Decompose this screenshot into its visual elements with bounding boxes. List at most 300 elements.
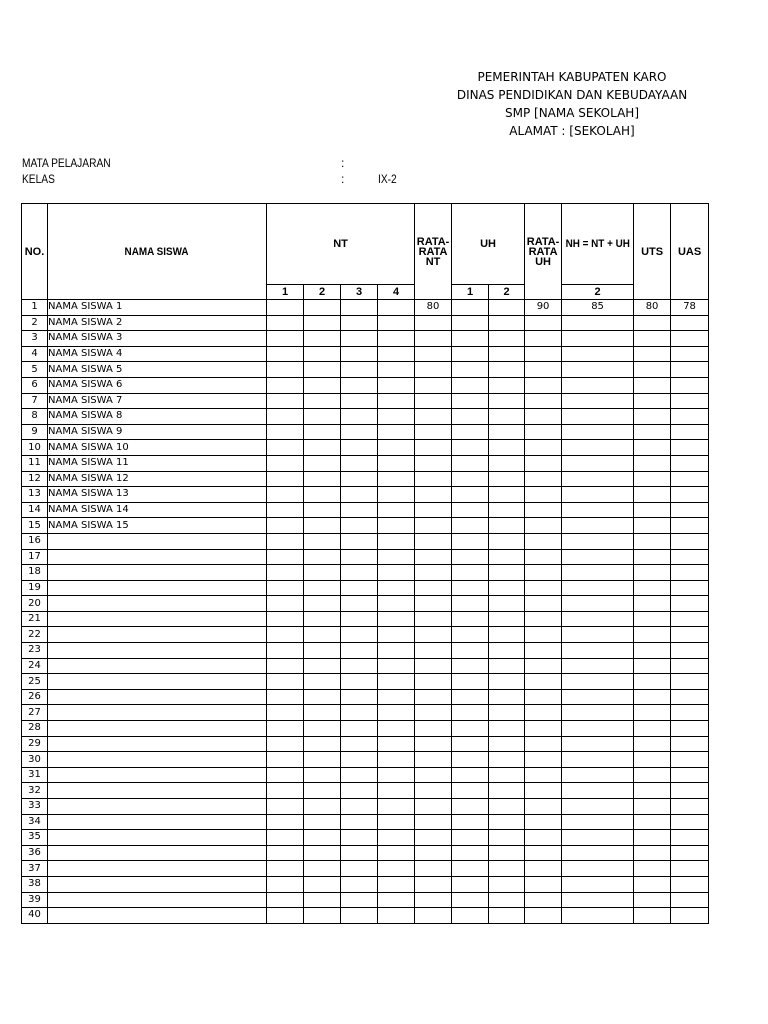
cell-nt-2 xyxy=(304,689,341,705)
cell-nt-2 xyxy=(304,830,341,846)
table-row xyxy=(22,721,709,737)
cell-nt-3 xyxy=(341,721,378,737)
cell-uas xyxy=(671,471,709,487)
cell-uts xyxy=(634,767,671,783)
cell-nt-1 xyxy=(267,377,304,393)
cell-uh-2 xyxy=(489,346,525,362)
cell-nt-3 xyxy=(341,799,378,815)
cell-uh-1 xyxy=(452,377,489,393)
cell-nh xyxy=(562,409,634,425)
cell-nt-1 xyxy=(267,658,304,674)
cell-nt-1 xyxy=(267,315,304,331)
cell-nt-2 xyxy=(304,814,341,830)
cell-uh-1 xyxy=(452,861,489,877)
cell-uas xyxy=(671,674,709,690)
cell-avg-uh xyxy=(525,549,562,565)
cell-nt-1 xyxy=(267,300,304,316)
cell-name xyxy=(48,643,267,659)
cell-uh-1 xyxy=(452,300,489,316)
cell-uh-2 xyxy=(489,377,525,393)
cell-no: 21 xyxy=(22,611,48,627)
cell-nt-4 xyxy=(378,580,415,596)
cell-uh-1 xyxy=(452,830,489,846)
cell-nt-2 xyxy=(304,518,341,534)
table-row xyxy=(22,533,709,549)
cell-uts xyxy=(634,471,671,487)
cell-nt-2 xyxy=(304,549,341,565)
cell-nt-1 xyxy=(267,533,304,549)
cell-uh-2 xyxy=(489,861,525,877)
cell-nt-1 xyxy=(267,362,304,378)
cell-avg-uh xyxy=(525,861,562,877)
cell-nt-2 xyxy=(304,315,341,331)
cell-uh-2 xyxy=(489,892,525,908)
cell-uas xyxy=(671,736,709,752)
cell-uh-1 xyxy=(452,533,489,549)
cell-uas xyxy=(671,565,709,581)
table-row xyxy=(22,596,709,612)
cell-name xyxy=(48,580,267,596)
cell-nt-1 xyxy=(267,346,304,362)
cell-nh xyxy=(562,549,634,565)
cell-nt-1 xyxy=(267,830,304,846)
cell-nt-3 xyxy=(341,892,378,908)
cell-uh-2 xyxy=(489,876,525,892)
table-row xyxy=(22,830,709,846)
cell-nh xyxy=(562,799,634,815)
cell-uas xyxy=(671,658,709,674)
cell-avg-nt xyxy=(415,861,452,877)
header-uh-1: 1 xyxy=(452,285,489,300)
cell-nt-1 xyxy=(267,502,304,518)
cell-nt-3 xyxy=(341,362,378,378)
cell-nt-4 xyxy=(378,736,415,752)
cell-uts xyxy=(634,658,671,674)
cell-uh-2 xyxy=(489,830,525,846)
cell-uts xyxy=(634,409,671,425)
cell-uas xyxy=(671,643,709,659)
cell-nt-1 xyxy=(267,799,304,815)
cell-nt-4 xyxy=(378,502,415,518)
table-row xyxy=(22,300,709,316)
cell-uh-2 xyxy=(489,487,525,503)
cell-uh-1 xyxy=(452,315,489,331)
cell-no: 25 xyxy=(22,674,48,690)
cell-uts xyxy=(634,799,671,815)
table-row xyxy=(22,767,709,783)
cell-avg-uh xyxy=(525,689,562,705)
cell-avg-nt xyxy=(415,705,452,721)
class-label: KELAS xyxy=(22,172,55,186)
cell-uts xyxy=(634,674,671,690)
cell-uh-1 xyxy=(452,674,489,690)
cell-no: 8 xyxy=(22,409,48,425)
table-row xyxy=(22,331,709,347)
cell-uas xyxy=(671,876,709,892)
cell-nt-3 xyxy=(341,783,378,799)
cell-name: NAMA SISWA 4 xyxy=(48,346,267,362)
cell-nh xyxy=(562,627,634,643)
cell-nt-2 xyxy=(304,409,341,425)
table-row xyxy=(22,689,709,705)
cell-nt-3 xyxy=(341,736,378,752)
cell-uh-1 xyxy=(452,565,489,581)
cell-name: NAMA SISWA 9 xyxy=(48,424,267,440)
cell-no: 34 xyxy=(22,814,48,830)
cell-avg-nt xyxy=(415,549,452,565)
cell-no: 22 xyxy=(22,627,48,643)
cell-uas xyxy=(671,596,709,612)
cell-avg-nt xyxy=(415,658,452,674)
cell-avg-uh xyxy=(525,721,562,737)
cell-nt-3 xyxy=(341,300,378,316)
cell-no: 2 xyxy=(22,315,48,331)
cell-nh xyxy=(562,455,634,471)
cell-uh-1 xyxy=(452,455,489,471)
table-row xyxy=(22,783,709,799)
cell-nt-4 xyxy=(378,518,415,534)
cell-nt-3 xyxy=(341,876,378,892)
cell-name: NAMA SISWA 10 xyxy=(48,440,267,456)
cell-uts xyxy=(634,331,671,347)
cell-nt-4 xyxy=(378,783,415,799)
cell-nt-1 xyxy=(267,814,304,830)
cell-avg-nt xyxy=(415,908,452,924)
cell-no: 28 xyxy=(22,721,48,737)
cell-avg-uh xyxy=(525,892,562,908)
cell-avg-uh xyxy=(525,845,562,861)
cell-avg-nt xyxy=(415,580,452,596)
cell-nh xyxy=(562,518,634,534)
cell-nt-2 xyxy=(304,502,341,518)
cell-uas xyxy=(671,721,709,737)
cell-nt-4 xyxy=(378,487,415,503)
cell-avg-nt xyxy=(415,377,452,393)
cell-avg-uh xyxy=(525,487,562,503)
header-nt-4: 4 xyxy=(378,285,415,300)
cell-avg-uh xyxy=(525,455,562,471)
cell-uas xyxy=(671,908,709,924)
cell-uts xyxy=(634,752,671,768)
table-row xyxy=(22,908,709,924)
cell-nh xyxy=(562,736,634,752)
cell-nt-4 xyxy=(378,705,415,721)
cell-nh xyxy=(562,565,634,581)
cell-avg-uh xyxy=(525,596,562,612)
cell-nt-4 xyxy=(378,799,415,815)
cell-uas xyxy=(671,487,709,503)
cell-nt-2 xyxy=(304,767,341,783)
cell-nt-3 xyxy=(341,689,378,705)
cell-name: NAMA SISWA 7 xyxy=(48,393,267,409)
cell-avg-nt xyxy=(415,721,452,737)
cell-avg-nt xyxy=(415,315,452,331)
table-row xyxy=(22,424,709,440)
cell-nt-3 xyxy=(341,549,378,565)
table-row xyxy=(22,674,709,690)
cell-nh xyxy=(562,580,634,596)
cell-name: NAMA SISWA 11 xyxy=(48,455,267,471)
cell-nt-4 xyxy=(378,658,415,674)
cell-nt-4 xyxy=(378,643,415,659)
cell-nh xyxy=(562,861,634,877)
cell-uas xyxy=(671,799,709,815)
cell-no: 31 xyxy=(22,767,48,783)
cell-uh-2 xyxy=(489,362,525,378)
class-colon: : xyxy=(341,172,345,186)
cell-name: NAMA SISWA 12 xyxy=(48,471,267,487)
cell-nh xyxy=(562,471,634,487)
cell-uh-1 xyxy=(452,611,489,627)
cell-uh-1 xyxy=(452,518,489,534)
cell-name xyxy=(48,533,267,549)
cell-nt-2 xyxy=(304,643,341,659)
cell-avg-uh xyxy=(525,440,562,456)
table-row xyxy=(22,705,709,721)
cell-uas xyxy=(671,845,709,861)
cell-avg-nt xyxy=(415,876,452,892)
cell-no: 11 xyxy=(22,455,48,471)
cell-nt-1 xyxy=(267,331,304,347)
cell-nt-4 xyxy=(378,300,415,316)
cell-avg-nt xyxy=(415,596,452,612)
cell-no: 5 xyxy=(22,362,48,378)
cell-nt-1 xyxy=(267,674,304,690)
cell-uas xyxy=(671,549,709,565)
cell-uts xyxy=(634,736,671,752)
cell-nt-3 xyxy=(341,471,378,487)
cell-uts xyxy=(634,440,671,456)
cell-nt-4 xyxy=(378,876,415,892)
cell-avg-nt xyxy=(415,424,452,440)
cell-nh xyxy=(562,721,634,737)
cell-nt-2 xyxy=(304,627,341,643)
cell-uh-2 xyxy=(489,393,525,409)
cell-uh-2 xyxy=(489,300,525,316)
cell-nt-4 xyxy=(378,377,415,393)
cell-uh-2 xyxy=(489,705,525,721)
cell-name xyxy=(48,611,267,627)
cell-uas xyxy=(671,502,709,518)
cell-avg-nt xyxy=(415,799,452,815)
cell-nt-4 xyxy=(378,565,415,581)
cell-avg-uh xyxy=(525,658,562,674)
cell-uts xyxy=(634,424,671,440)
cell-nt-4 xyxy=(378,549,415,565)
cell-uts xyxy=(634,783,671,799)
cell-nt-1 xyxy=(267,518,304,534)
cell-nt-2 xyxy=(304,721,341,737)
cell-nt-1 xyxy=(267,455,304,471)
cell-nt-1 xyxy=(267,845,304,861)
cell-uas xyxy=(671,518,709,534)
cell-nt-1 xyxy=(267,876,304,892)
cell-uh-2 xyxy=(489,627,525,643)
cell-nh xyxy=(562,814,634,830)
header-nh xyxy=(562,204,634,285)
header-government: PEMERINTAH KABUPATEN KARO xyxy=(477,70,667,84)
cell-name xyxy=(48,549,267,565)
cell-nt-3 xyxy=(341,518,378,534)
cell-uh-1 xyxy=(452,767,489,783)
cell-uts xyxy=(634,861,671,877)
cell-avg-uh xyxy=(525,377,562,393)
cell-name xyxy=(48,721,267,737)
header-avg-uh: RATA-RATA UH xyxy=(525,204,562,300)
cell-nt-2 xyxy=(304,455,341,471)
cell-name xyxy=(48,674,267,690)
cell-nt-2 xyxy=(304,487,341,503)
cell-name xyxy=(48,892,267,908)
cell-nt-2 xyxy=(304,377,341,393)
cell-nh xyxy=(562,331,634,347)
cell-name xyxy=(48,627,267,643)
cell-nt-4 xyxy=(378,861,415,877)
cell-uh-2 xyxy=(489,596,525,612)
cell-uas xyxy=(671,783,709,799)
cell-uas xyxy=(671,752,709,768)
cell-name xyxy=(48,876,267,892)
cell-nt-2 xyxy=(304,440,341,456)
cell-nt-3 xyxy=(341,643,378,659)
cell-name xyxy=(48,830,267,846)
cell-nt-3 xyxy=(341,658,378,674)
cell-nt-2 xyxy=(304,393,341,409)
cell-nt-3 xyxy=(341,331,378,347)
cell-no: 3 xyxy=(22,331,48,347)
cell-uts xyxy=(634,876,671,892)
cell-name: NAMA SISWA 13 xyxy=(48,487,267,503)
table-row xyxy=(22,643,709,659)
cell-name xyxy=(48,861,267,877)
cell-no: 30 xyxy=(22,752,48,768)
cell-uts xyxy=(634,502,671,518)
cell-uh-1 xyxy=(452,471,489,487)
cell-uas xyxy=(671,455,709,471)
header-school: SMP [NAMA SEKOLAH] xyxy=(505,106,639,120)
cell-uh-2 xyxy=(489,752,525,768)
cell-avg-nt xyxy=(415,767,452,783)
cell-nt-3 xyxy=(341,674,378,690)
cell-nt-4 xyxy=(378,845,415,861)
cell-no: 13 xyxy=(22,487,48,503)
cell-uh-2 xyxy=(489,783,525,799)
cell-nh xyxy=(562,362,634,378)
cell-nt-3 xyxy=(341,377,378,393)
cell-nt-1 xyxy=(267,549,304,565)
cell-uh-1 xyxy=(452,627,489,643)
cell-uas xyxy=(671,830,709,846)
cell-nt-4 xyxy=(378,627,415,643)
cell-avg-nt xyxy=(415,674,452,690)
cell-nt-1 xyxy=(267,440,304,456)
cell-nt-4 xyxy=(378,752,415,768)
cell-nh xyxy=(562,689,634,705)
cell-nh xyxy=(562,487,634,503)
cell-avg-nt xyxy=(415,783,452,799)
cell-name: NAMA SISWA 5 xyxy=(48,362,267,378)
cell-nt-2 xyxy=(304,580,341,596)
cell-uts xyxy=(634,908,671,924)
table-row xyxy=(22,440,709,456)
cell-avg-uh xyxy=(525,409,562,425)
cell-uh-2 xyxy=(489,549,525,565)
cell-name: NAMA SISWA 15 xyxy=(48,518,267,534)
cell-no: 17 xyxy=(22,549,48,565)
cell-uts xyxy=(634,845,671,861)
cell-no: 27 xyxy=(22,705,48,721)
cell-uas xyxy=(671,580,709,596)
cell-uh-2 xyxy=(489,331,525,347)
cell-uh-1 xyxy=(452,814,489,830)
table-row xyxy=(22,814,709,830)
cell-nt-2 xyxy=(304,752,341,768)
cell-nt-1 xyxy=(267,611,304,627)
cell-nt-3 xyxy=(341,455,378,471)
cell-avg-uh xyxy=(525,362,562,378)
cell-nt-4 xyxy=(378,892,415,908)
table-row xyxy=(22,487,709,503)
cell-nt-3 xyxy=(341,611,378,627)
table-row xyxy=(22,346,709,362)
cell-avg-uh xyxy=(525,471,562,487)
cell-nt-2 xyxy=(304,346,341,362)
cell-uh-2 xyxy=(489,799,525,815)
cell-nh xyxy=(562,783,634,799)
cell-no: 29 xyxy=(22,736,48,752)
cell-uh-2 xyxy=(489,845,525,861)
cell-nh xyxy=(562,845,634,861)
cell-nt-4 xyxy=(378,331,415,347)
cell-nt-1 xyxy=(267,424,304,440)
cell-nt-3 xyxy=(341,705,378,721)
cell-avg-uh xyxy=(525,814,562,830)
cell-uh-1 xyxy=(452,409,489,425)
cell-nt-4 xyxy=(378,455,415,471)
cell-uh-1 xyxy=(452,580,489,596)
cell-avg-uh xyxy=(525,783,562,799)
table-row xyxy=(22,580,709,596)
cell-nt-3 xyxy=(341,814,378,830)
cell-nt-4 xyxy=(378,721,415,737)
cell-nt-4 xyxy=(378,611,415,627)
cell-uts xyxy=(634,611,671,627)
cell-uh-1 xyxy=(452,799,489,815)
cell-avg-uh xyxy=(525,674,562,690)
cell-nt-3 xyxy=(341,627,378,643)
header-uh-2: 2 xyxy=(489,285,525,300)
cell-avg-nt xyxy=(415,814,452,830)
cell-nt-1 xyxy=(267,736,304,752)
table-row xyxy=(22,362,709,378)
cell-nt-2 xyxy=(304,674,341,690)
cell-avg-uh xyxy=(525,315,562,331)
cell-no: 9 xyxy=(22,424,48,440)
cell-uts xyxy=(634,705,671,721)
header-department: DINAS PENDIDIKAN DAN KEBUDAYAAN xyxy=(456,88,688,102)
cell-no: 14 xyxy=(22,502,48,518)
cell-avg-nt xyxy=(415,393,452,409)
cell-uh-2 xyxy=(489,565,525,581)
cell-avg-nt xyxy=(415,487,452,503)
cell-avg-uh xyxy=(525,830,562,846)
cell-no: 10 xyxy=(22,440,48,456)
cell-uas xyxy=(671,705,709,721)
cell-nt-2 xyxy=(304,611,341,627)
cell-avg-nt xyxy=(415,471,452,487)
cell-avg-uh xyxy=(525,533,562,549)
cell-nt-3 xyxy=(341,845,378,861)
